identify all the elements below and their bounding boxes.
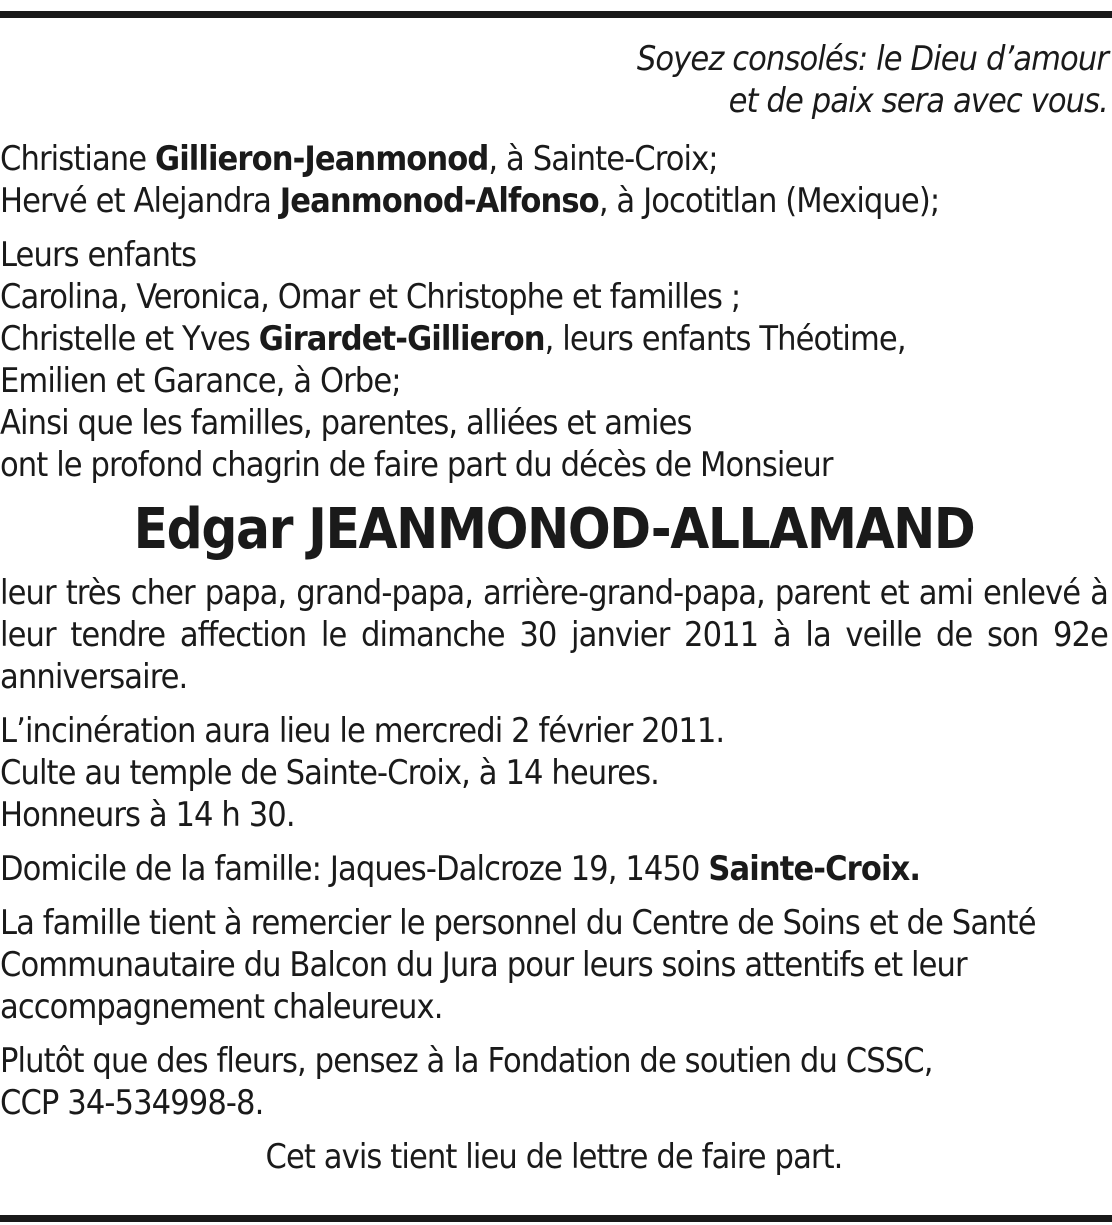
- children-line-5: Ainsi que les familles, parentes, alliées et amies: [0, 403, 692, 443]
- family-line-2: Hervé et Alejandra Jeanmonod-Alfonso, à Jocotitlan (Mexique);: [0, 181, 940, 221]
- children-line-6: ont le profond chagrin de faire part du décès de Monsieur: [0, 445, 833, 485]
- children-list: [0, 234, 1108, 486]
- donation-line-1: Plutôt que des fleurs, pensez à la Fondation de soutien du CSSC,: [0, 1041, 933, 1081]
- top-rule: [0, 11, 1112, 18]
- description: leur très cher papa, grand-papa, arrière-grand-papa, parent et ami enlevé à leur tendre affection le dimanche 30 janvier 2011 à la veille de son 92e anniversaire.: [0, 573, 1108, 697]
- thanks: La famille tient à remercier le personnel du Centre de Soins et de Santé Communautaire du Balcon du Jura pour leurs soins attentifs et leur accompagnement chaleureux.: [0, 903, 1036, 1027]
- domicile: Domicile de la famille: Jaques-Dalcroze 19, 1450 Sainte-Croix.: [0, 849, 921, 889]
- children-line-2: Carolina, Veronica, Omar et Christophe et familles ;: [0, 277, 741, 317]
- donation: [0, 1040, 1108, 1124]
- ceremony-line-3: Honneurs à 14 h 30.: [0, 795, 295, 835]
- epigraph-line-2: et de paix sera avec vous.: [728, 81, 1108, 121]
- children-line-1: Leurs enfants: [0, 235, 197, 275]
- epigraph: [0, 38, 1108, 122]
- children-line-4: Emilien et Garance, à Orbe;: [0, 361, 401, 401]
- closing-note: Cet avis tient lieu de lettre de faire part.: [265, 1137, 843, 1177]
- ceremony-info: [0, 710, 1108, 836]
- domicile-city: Sainte-Croix.: [708, 849, 921, 889]
- family-list: [0, 138, 1108, 222]
- family-name-3: Girardet-Gillieron: [258, 319, 545, 359]
- donation-line-2: CCP 34-534998-8.: [0, 1083, 264, 1123]
- family-name-1: Gillieron-Jeanmonod: [155, 139, 489, 179]
- children-line-3: Christelle et Yves Girardet-Gillieron, leurs enfants Théotime,: [0, 319, 906, 359]
- family-line-1: Christiane Gillieron-Jeanmonod, à Sainte-Croix;: [0, 139, 718, 179]
- epigraph-line-1: Soyez consolés: le Dieu d’amour: [636, 39, 1108, 79]
- bottom-rule: [0, 1215, 1112, 1222]
- family-name-2: Jeanmonod-Alfonso: [279, 181, 599, 221]
- obituary-notice: [0, 38, 1108, 1178]
- ceremony-line-2: Culte au temple de Sainte-Croix, à 14 heures.: [0, 753, 659, 793]
- deceased-name: Edgar JEANMONOD-ALLAMAND: [133, 497, 975, 562]
- ceremony-line-1: L’incinération aura lieu le mercredi 2 février 2011.: [0, 711, 725, 751]
